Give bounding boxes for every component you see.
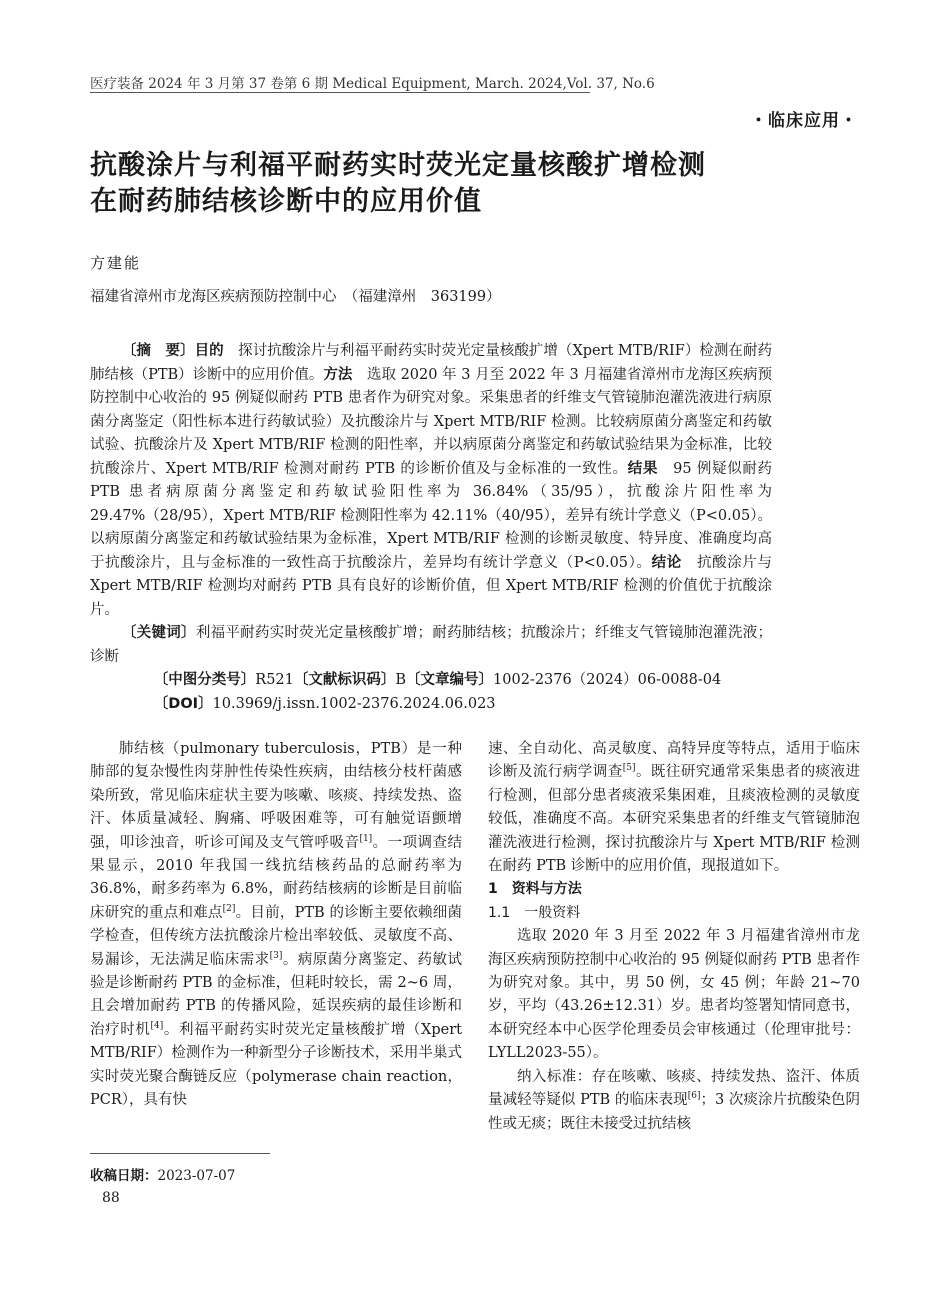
intro-text-5: 。利福平耐药实时荧光定量核酸扩增（Xpert MTB/RIF）检测作为一种新型分子诊断技术，采用半巢式实时荧光聚合酶链反应（polymerase chain reaction，PCR），具有快 (90, 1021, 462, 1109)
received-date: 2023-07-07 (157, 1168, 236, 1184)
citation-6[interactable]: [6] (687, 1091, 701, 1102)
classification-line (90, 669, 772, 693)
inclusion-text-2: ；3 次痰涂片抗酸染色阴性或无痰；既往未接受过抗结核 (488, 1092, 860, 1132)
methods-label: 方法 (323, 366, 353, 383)
left-column (90, 738, 462, 1113)
running-head: 医疗装备 2024 年 3 月第 37 卷第 6 期 Medical Equipment, March. 2024,Vol. 37, No.6 (90, 76, 655, 92)
keywords-text: 利福平耐药实时荧光定量核酸扩增；耐药肺结核；抗酸涂片；纤维支气管镜肺泡灌洗液；诊断 (90, 625, 773, 665)
footnote-rule (90, 1153, 270, 1154)
article-number-label: 〔文章编号〕 (406, 672, 494, 688)
keywords-label: 〔关键词〕 (121, 625, 196, 641)
citation-2[interactable]: [2] (222, 904, 236, 915)
intro-text-1: 肺结核（pulmonary tuberculosis，PTB）是一种肺部的复杂慢性肉芽肿性传染性疾病，由结核分枝杆菌感染所致，常见临床症状主要为咳嗽、咳痰、持续发热、盗汗、体质量减轻、胸痛、呼吸困难等，可有触觉语颤增强，叩诊浊音，听诊可闻及支气管呼吸音 (90, 741, 462, 851)
doi-line (90, 693, 772, 717)
intro-continued (488, 738, 860, 878)
doi-label: 〔DOI〕 (153, 695, 213, 712)
abstract (90, 340, 772, 622)
page-number: 88 (102, 1190, 120, 1206)
intro-text-4: 。病原菌分离鉴定、药敏试验是诊断耐药 PTB 的金标准，但耗时较长，需 2~6 周，且会增加耐药 PTB 的传播风险，延误疾病的最佳诊断和治疗时机 (90, 951, 462, 1038)
title-line-2: 在耐药肺结核诊断中的应用价值 (90, 186, 482, 217)
objective-text: 探讨抗酸涂片与利福平耐药实时荧光定量核酸扩增（Xpert MTB/RIF）检测在耐药肺结核（PTB）诊断中的应用价值。 (90, 343, 773, 383)
keywords (90, 622, 772, 669)
objective-label: 目的 (194, 343, 224, 359)
doc-code-value: B (395, 672, 407, 688)
methods-text: 选取 2020 年 3 月至 2022 年 3 月福建省漳州市龙海区疾病预防控制中心收治的 95 例疑似耐药 PTB 患者作为研究对象。采集患者的纤维支气管镜肺泡灌洗液进行病原菌分离鉴定（阳性标本进行药敏试验）及抗酸涂片与 Xpert MTB/RIF 检测。比较病原菌分离鉴定和药敏试验、抗酸涂片及 Xpert MTB/RIF 检测的阳性率，并以病原菌分离鉴定和药敏试验结果为金标准，比较抗酸涂片、Xpert MTB/RIF 检测对耐药 PTB 的诊断价值及与金标准的一致性。 (90, 366, 773, 477)
abstract-block (90, 340, 772, 716)
clc-value: R521 (255, 672, 294, 688)
intro-text-2: 。一项调查结果显示，2010 年我国一线抗结核药品的总耐药率为 36.8%，耐多药率为 6.8%，耐药结核病的诊断是目前临床研究的重点和难点 (90, 834, 462, 921)
title-line-1: 抗酸涂片与利福平耐药实时荧光定量核酸扩增检测 (90, 150, 706, 181)
affiliation: 福建省漳州市龙海区疾病预防控制中心 （福建漳州 363199） (90, 289, 501, 305)
intro-cont-text-1: 速、全自动化、高灵敏度、高特异度等特点，适用于临床诊断及流行病学调查 (488, 741, 860, 781)
header-rule (90, 92, 590, 93)
clc-label: 〔中图分类号〕 (153, 672, 256, 688)
inclusion-paragraph (488, 1066, 860, 1136)
abstract-label: 〔摘 要〕 (121, 343, 195, 359)
doi-value[interactable]: 10.3969/j.issn.1002-2376.2024.06.023 (212, 695, 496, 712)
author: 方建能 (90, 254, 142, 272)
citation-5[interactable]: [5] (622, 763, 636, 774)
intro-cont-text-2: 。既往研究通常采集患者的痰液进行检测，但部分患者痰液采集困难，且痰液检测的灵敏度较低，准确度不高。本研究采集患者的纤维支气管镜肺泡灌洗液进行检测，探讨抗酸涂片与 Xpert MTB/RIF 检测在耐药 PTB 诊断中的应用价值，现报道如下。 (488, 764, 860, 875)
section-heading-1-1: 1.1 一般资料 (488, 904, 581, 921)
article-title (90, 148, 810, 220)
received-date-line (90, 1164, 235, 1184)
intro-paragraph (90, 738, 462, 1113)
received-label: 收稿日期： (90, 1168, 158, 1184)
doc-code-label: 〔文献标识码〕 (293, 672, 396, 688)
results-text: 95 例疑似耐药 PTB 患者病原菌分离鉴定和药敏试验阳性率为 36.84%（35/95），抗酸涂片阳性率为 29.47%（28/95），Xpert MTB/RIF 检测阳性率为 42.11%（40/95），差异有统计学意义（P<0.05）。以病原菌分离鉴定和药敏试验结果为金标准，Xpert MTB/RIF 检测的诊断灵敏度、特异度、准确度均高于抗酸涂片，且与金标准的一致性高于抗酸涂片，差异均有统计学意义（P<0.05）。 (90, 460, 773, 571)
citation-3[interactable]: [3] (269, 950, 283, 961)
conclusion-label: 结论 (651, 554, 682, 571)
conclusion-text: 抗酸涂片与 Xpert MTB/RIF 检测均对耐药 PTB 具有良好的诊断价值，但 Xpert MTB/RIF 检测的价值优于抗酸涂片。 (90, 554, 773, 618)
article-number-value: 1002-2376（2024）06-0088-04 (493, 672, 722, 688)
inclusion-text-1: 纳入标准：存在咳嗽、咳痰、持续发热、盗汗、体质量减轻等疑似 PTB 的临床表现 (488, 1068, 860, 1109)
general-data-paragraph: 选取 2020 年 3 月至 2022 年 3 月福建省漳州市龙海区疾病预防控制中心收治的 95 例疑似耐药 PTB 患者作为研究对象。其中，男 50 例，女 45 例；年龄 21~70 岁，平均（43.26±12.31）岁。患者均签署知情同意书，本研究经本中心医学伦理委员会审核通过（伦理审批号：LYLL2023-55）。 (488, 928, 860, 1062)
intro-text-3: 。目前，PTB 的诊断主要依赖细菌学检查，但传统方法抗酸涂片检出率较低、灵敏度不高、易漏诊，无法满足临床需求 (90, 904, 462, 968)
section-heading-1: 1 资料与方法 (488, 881, 582, 898)
results-label: 结果 (627, 460, 659, 477)
section-tag: ・临床应用・ (750, 111, 858, 131)
citation-4[interactable]: [4] (150, 1021, 164, 1032)
right-column (488, 738, 860, 1136)
citation-1[interactable]: [1] (359, 833, 373, 844)
